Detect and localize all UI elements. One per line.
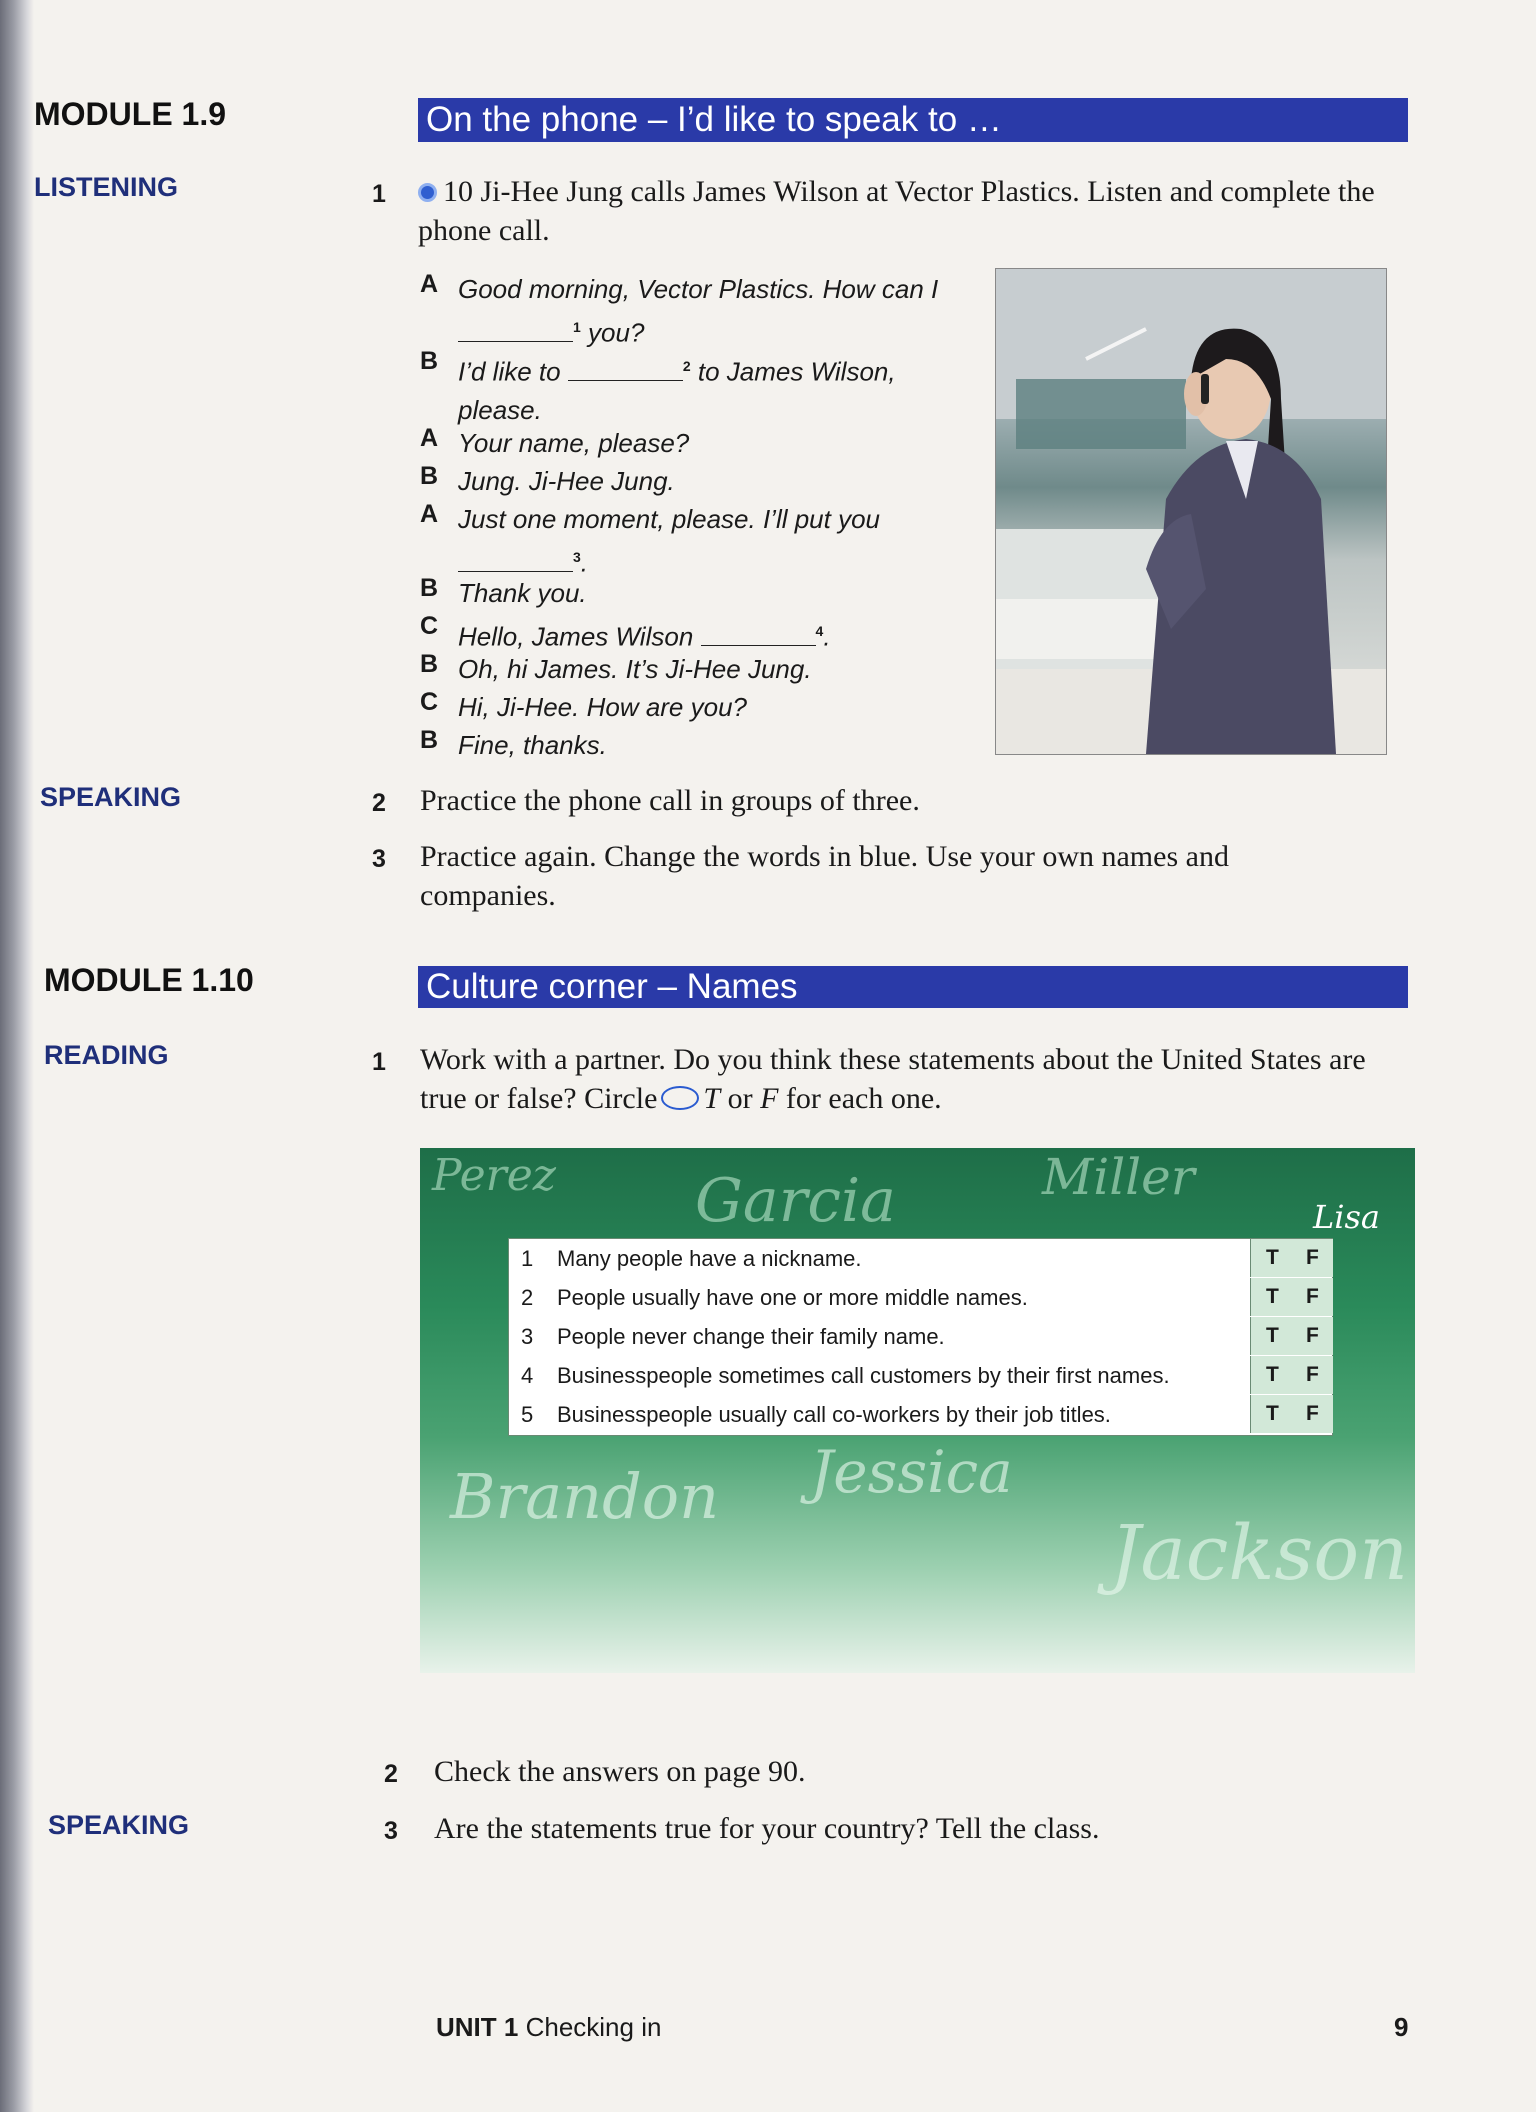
exercise-number: 2 xyxy=(384,1760,398,1788)
speaker: B xyxy=(420,726,439,754)
line-text: Oh, hi James. It’s Ji-Hee Jung. xyxy=(458,654,812,684)
table-row xyxy=(509,1317,1332,1355)
dialogue-line xyxy=(420,500,940,576)
table-row xyxy=(509,1395,1332,1433)
line-text: Thank you. xyxy=(458,578,587,608)
background-name: Miller xyxy=(1042,1148,1195,1206)
instruction-text: for each one. xyxy=(785,1082,942,1115)
statement-number: 2 xyxy=(521,1285,534,1310)
blank-number: 2 xyxy=(682,358,691,374)
table-row xyxy=(509,1278,1332,1316)
table-row xyxy=(509,1239,1332,1277)
speaker: B xyxy=(420,650,439,678)
exercise-number: 2 xyxy=(372,789,386,817)
statements-table xyxy=(508,1238,1333,1436)
background-name: Jackson xyxy=(1110,1508,1409,1597)
exercise-instruction xyxy=(418,172,1398,250)
false-option[interactable]: F xyxy=(1306,1285,1319,1308)
true-false-cell xyxy=(1250,1278,1333,1316)
audio-cd-icon[interactable] xyxy=(418,183,437,202)
line-pre: I’d like to xyxy=(458,356,561,387)
page-number: 9 xyxy=(1394,2012,1409,2042)
exercise-text: Practice the phone call in groups of three. xyxy=(420,784,920,817)
statement-text: People never change their family name. xyxy=(557,1324,945,1349)
skill-label-speaking: SPEAKING xyxy=(40,782,182,812)
line-text xyxy=(458,347,958,429)
module-label: MODULE 1.10 xyxy=(44,962,254,998)
module-title-band: Culture corner – Names xyxy=(418,966,1408,1008)
statement-text: Businesspeople usually call co-workers by their job titles. xyxy=(557,1402,1111,1427)
instruction-text: Work with a partner. Do you think these statements about the United States are true or false? Circle xyxy=(420,1043,1366,1115)
speaker: A xyxy=(420,270,439,298)
dialogue-line xyxy=(420,726,940,764)
true-option[interactable]: T xyxy=(1266,1363,1279,1386)
names-illustration-panel xyxy=(420,1148,1415,1673)
statement-text: Businesspeople sometimes call customers by their first names. xyxy=(557,1363,1170,1388)
line-text: Jung. Ji-Hee Jung. xyxy=(458,466,675,496)
statement-text: People usually have one or more middle names. xyxy=(557,1285,1028,1310)
speaker: B xyxy=(420,347,439,375)
statement-number: 3 xyxy=(521,1324,534,1349)
exercise-number: 3 xyxy=(372,845,386,873)
dialogue-line xyxy=(420,688,940,726)
false-option[interactable]: F xyxy=(1306,1246,1319,1269)
line-text: Fine, thanks. xyxy=(458,730,607,760)
true-false-cell xyxy=(1250,1239,1333,1277)
background-name: Brandon xyxy=(450,1460,720,1533)
background-name: Jessica xyxy=(810,1438,1013,1506)
true-option[interactable]: T xyxy=(1266,1285,1279,1308)
exercise-number: 1 xyxy=(372,180,386,208)
blank-number: 3 xyxy=(573,549,581,565)
false-option[interactable]: F xyxy=(1306,1363,1319,1386)
exercise-number: 3 xyxy=(384,1817,398,1845)
skill-label-speaking: SPEAKING xyxy=(48,1810,190,1840)
speaker: B xyxy=(420,462,439,490)
module-label: MODULE 1.9 xyxy=(34,96,227,132)
dialogue-line xyxy=(420,462,940,500)
speaker: B xyxy=(420,574,439,602)
exercise-text: Check the answers on page 90. xyxy=(434,1755,806,1788)
line-text xyxy=(458,500,958,582)
dialogue-line xyxy=(420,612,940,650)
statement-text: Many people have a nickname. xyxy=(557,1246,862,1271)
blank-number: 4 xyxy=(815,623,824,639)
instruction-text: or xyxy=(727,1082,753,1115)
speaker: C xyxy=(420,688,439,716)
book-spine-shadow xyxy=(0,0,34,2112)
line-pre: Just one moment, please. I’ll put you xyxy=(458,504,881,534)
table-row xyxy=(509,1356,1332,1394)
exercise-instruction xyxy=(420,1040,1410,1118)
true-letter: T xyxy=(703,1082,721,1115)
speaker: A xyxy=(420,424,439,452)
answer-blank[interactable] xyxy=(568,358,683,381)
dialogue-line xyxy=(420,347,940,423)
line-text: Your name, please? xyxy=(458,428,690,458)
true-false-cell xyxy=(1250,1395,1333,1433)
line-post: you? xyxy=(588,317,645,348)
dialogue-line xyxy=(420,424,940,462)
background-name: Perez xyxy=(432,1150,556,1201)
true-option[interactable]: T xyxy=(1266,1324,1279,1347)
circle-symbol-icon xyxy=(661,1086,699,1110)
blank-number: 1 xyxy=(573,319,581,335)
answer-blank[interactable] xyxy=(458,549,573,572)
line-post: to James Wilson, please. xyxy=(458,356,896,425)
exercise-text: Practice again. Change the words in blue. Use your own names and companies. xyxy=(420,840,1229,912)
true-false-cell xyxy=(1250,1356,1333,1394)
line-post: . xyxy=(580,547,589,578)
line-pre: Hello, James Wilson xyxy=(458,621,694,652)
exercise-text: Are the statements true for your country? Tell the class. xyxy=(434,1812,1100,1845)
line-pre: Good morning, Vector Plastics. How can I xyxy=(458,274,939,304)
statement-number: 1 xyxy=(521,1246,534,1271)
page-footer xyxy=(436,2012,661,2043)
line-post: . xyxy=(823,621,831,652)
background-name: Garcia xyxy=(695,1166,896,1236)
true-option[interactable]: T xyxy=(1266,1402,1279,1425)
dialogue-line xyxy=(420,270,940,346)
line-text xyxy=(458,270,958,352)
unit-title: Checking in xyxy=(525,2012,662,2042)
true-option[interactable]: T xyxy=(1266,1246,1279,1269)
answer-blank[interactable] xyxy=(701,623,816,646)
speaker: A xyxy=(420,500,439,528)
statement-number: 5 xyxy=(521,1402,534,1427)
exercise-number: 1 xyxy=(372,1048,386,1076)
module-title-band: On the phone – I’d like to speak to … xyxy=(418,98,1408,142)
instruction-text: Ji-Hee Jung calls James Wilson at Vector Plastics. Listen and complete the phone call. xyxy=(418,175,1375,247)
unit-label: UNIT 1 xyxy=(436,2012,519,2042)
answer-blank[interactable] xyxy=(458,319,573,342)
false-option[interactable]: F xyxy=(1306,1324,1319,1347)
line-text: Hi, Ji-Hee. How are you? xyxy=(458,692,747,722)
dialogue-line xyxy=(420,574,940,612)
speaker: C xyxy=(420,612,439,640)
false-option[interactable]: F xyxy=(1306,1402,1319,1425)
skill-label-reading: READING xyxy=(44,1040,169,1070)
dialogue-line xyxy=(420,650,940,688)
true-false-cell xyxy=(1250,1317,1333,1355)
track-number: 10 xyxy=(443,175,473,208)
woman-on-phone-photo xyxy=(995,268,1387,755)
statement-number: 4 xyxy=(521,1363,534,1388)
skill-label-listening: LISTENING xyxy=(34,172,179,202)
background-name: Lisa xyxy=(1313,1198,1380,1236)
false-letter: F xyxy=(760,1082,779,1115)
